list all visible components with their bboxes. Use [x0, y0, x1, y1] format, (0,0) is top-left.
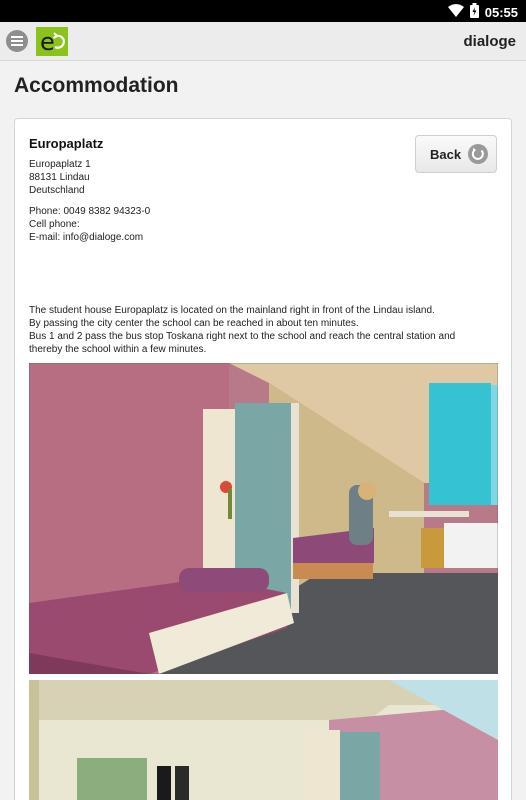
back-button[interactable] — [415, 135, 497, 173]
app-name: dialoge — [463, 33, 516, 50]
accommodation-card — [14, 118, 512, 800]
app-bar — [0, 22, 526, 61]
address-country: Deutschland — [29, 185, 85, 196]
description — [29, 304, 499, 356]
battery-icon — [470, 3, 479, 23]
address-city: 88131 Lindau — [29, 172, 90, 183]
back-button-label: Back — [430, 146, 462, 162]
dialoge-logo[interactable] — [36, 27, 68, 56]
svg-text:e: e — [40, 28, 55, 55]
clock: 05:55 — [484, 5, 518, 20]
room-photo[interactable] — [29, 363, 498, 674]
address-street: Europaplatz 1 — [29, 159, 91, 170]
room-photo[interactable] — [29, 680, 498, 800]
email-address[interactable]: E-mail: info@dialoge.com — [29, 232, 144, 243]
cell-phone: Cell phone: — [29, 219, 80, 230]
contact-info — [29, 205, 150, 244]
accommodation-name: Europaplatz — [29, 136, 104, 151]
wifi-icon — [448, 4, 464, 23]
back-arrow-icon — [468, 144, 488, 164]
page-title: Accommodation — [14, 74, 179, 97]
hamburger-icon — [11, 36, 23, 46]
description-line: The student house Europaplatz is located on the mainland right in front of the Lindau island. — [29, 305, 435, 316]
address — [29, 158, 91, 197]
description-line: By passing the city center the school can be reached in about ten minutes. — [29, 318, 359, 329]
status-bar — [0, 0, 526, 22]
description-line: Bus 1 and 2 pass the bus stop Toskana right next to the school and reach the central station and — [29, 331, 456, 342]
menu-button[interactable] — [6, 30, 28, 52]
phone-number[interactable]: Phone: 0049 8382 94323-0 — [29, 206, 151, 217]
description-line: thereby the school within a few minutes. — [29, 344, 207, 355]
